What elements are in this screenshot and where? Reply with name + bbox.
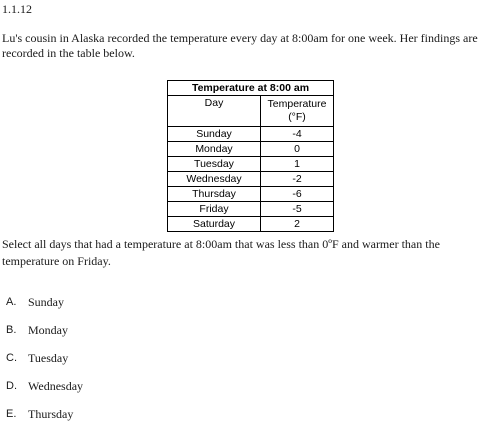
choice-c[interactable] <box>6 344 83 372</box>
day-cell: Saturday <box>168 217 261 232</box>
table-row <box>168 172 334 187</box>
answer-choices <box>6 288 83 428</box>
choice-letter: B. <box>6 324 17 336</box>
day-cell: Friday <box>168 202 261 217</box>
day-cell: Tuesday <box>168 157 261 172</box>
table-title: Temperature at 8:00 am <box>168 81 334 96</box>
choice-b[interactable] <box>6 316 83 344</box>
choice-letter: D. <box>6 380 17 392</box>
temperature-cell: 1 <box>261 157 334 172</box>
choice-text: Monday <box>28 322 68 337</box>
table-row <box>168 217 334 232</box>
temperature-cell: -6 <box>261 187 334 202</box>
choice-text: Sunday <box>28 294 64 309</box>
temperature-cell: 0 <box>261 142 334 157</box>
day-cell: Monday <box>168 142 261 157</box>
column-header-day <box>168 96 261 127</box>
table-row <box>168 157 334 172</box>
table-row <box>168 202 334 217</box>
temperature-table-container <box>167 80 334 232</box>
choice-d[interactable] <box>6 372 83 400</box>
choice-text: Tuesday <box>28 350 69 365</box>
day-cell: Sunday <box>168 127 261 142</box>
temperature-cell: 2 <box>261 217 334 232</box>
choice-a[interactable] <box>6 288 83 316</box>
question-intro-text: Lu's cousin in Alaska recorded the temperature every day at 8:00am for one week. Her findings are recorded in the table below. <box>2 31 478 60</box>
column-header-temperature-label: Temperature <box>267 98 327 110</box>
choice-letter: C. <box>6 352 17 364</box>
temperature-table <box>167 80 334 232</box>
column-header-temperature-unit: (°F) <box>288 111 306 123</box>
question-prompt-text: Select all days that had a temperature at 8:00am that was less than 0ºF and warmer than the temperature on Friday. <box>2 237 440 268</box>
choice-letter: E. <box>6 408 17 420</box>
table-row <box>168 127 334 142</box>
choice-text: Thursday <box>28 406 74 421</box>
choice-letter: A. <box>6 296 17 308</box>
table-row <box>168 187 334 202</box>
choice-e[interactable] <box>6 400 83 428</box>
column-header-temperature <box>261 96 334 127</box>
temperature-cell: -4 <box>261 127 334 142</box>
question-number: 1.1.12 <box>2 2 32 16</box>
choice-text: Wednesday <box>28 378 84 393</box>
temperature-cell: -5 <box>261 202 334 217</box>
day-cell: Wednesday <box>168 172 261 187</box>
day-cell: Thursday <box>168 187 261 202</box>
temperature-cell: -2 <box>261 172 334 187</box>
column-header-day-label: Day <box>204 97 224 109</box>
table-row <box>168 142 334 157</box>
